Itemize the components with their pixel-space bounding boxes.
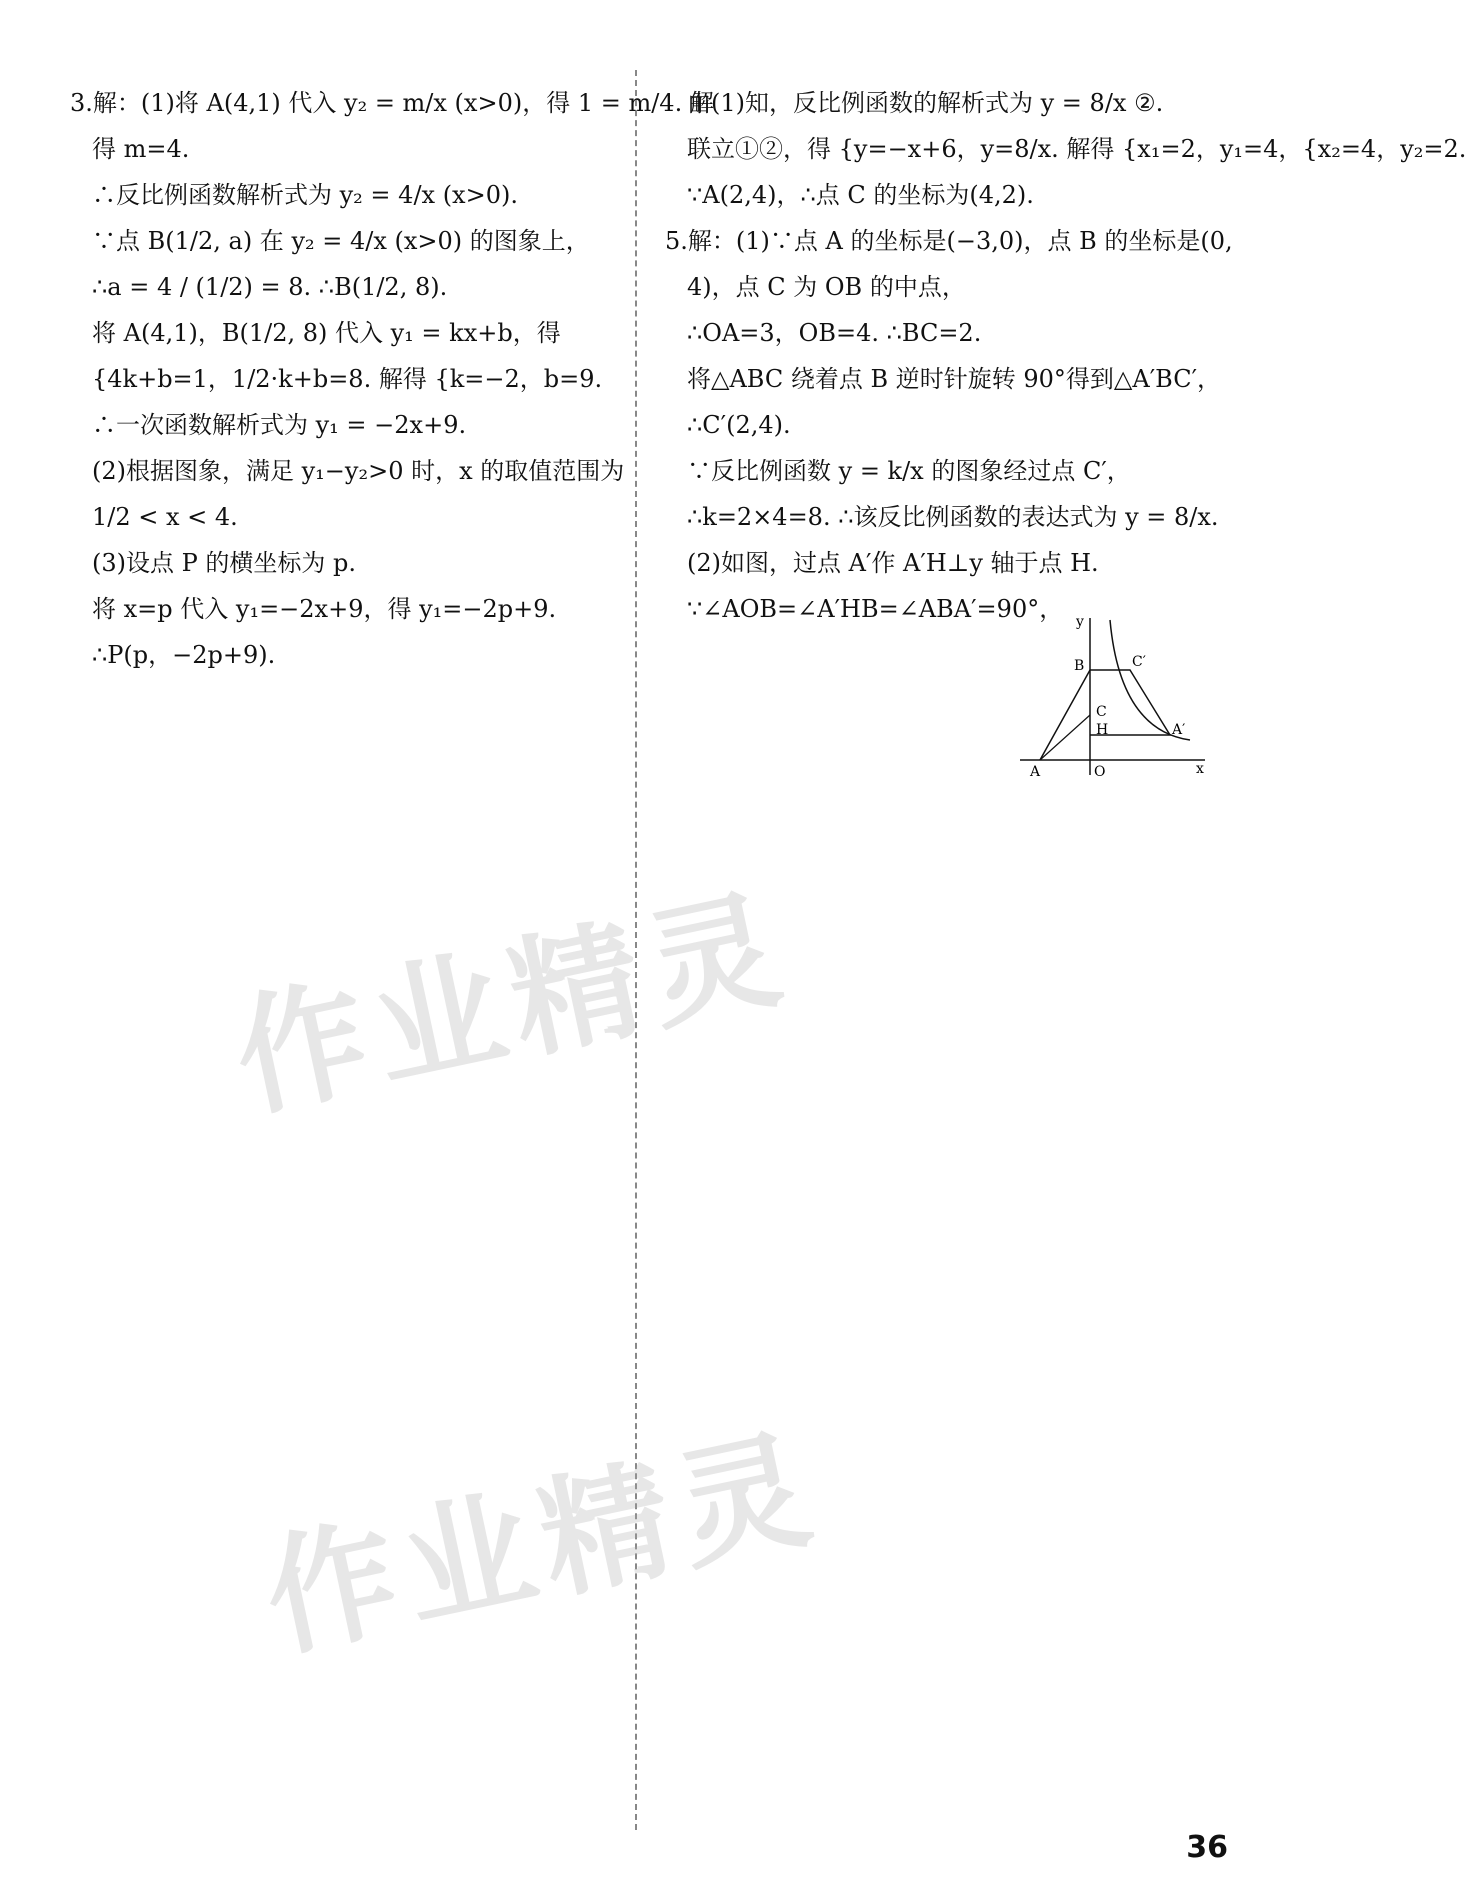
solution-line: ∵反比例函数 y = k/x 的图象经过点 C′， (687, 457, 1131, 485)
solution-line: ∵A(2,4)，∴点 C 的坐标为(4,2). (687, 181, 1034, 209)
label-a-prime: A′ (1172, 722, 1186, 738)
rotation-diagram (1010, 610, 1210, 780)
solution-line: ∴P(p，−2p+9). (92, 641, 276, 669)
solution-line: 5.解：(1)∵点 A 的坐标是(−3,0)，点 B 的坐标是(0, (665, 227, 1233, 255)
label-o: O (1094, 764, 1106, 780)
solution-line: 将 A(4,1)，B(1/2, 8) 代入 y₁ = kx+b，得 (92, 319, 561, 347)
label-h: H (1096, 722, 1109, 738)
solution-line: 1/2 < x < 4. (92, 503, 238, 531)
equation-system: {4k+b=1，1/2·k+b=8. 解得 {k=−2，b=9. (92, 365, 603, 393)
label-x: x (1196, 761, 1204, 777)
equation-system: 联立①②，得 {y=−x+6，y=8/x. 解得 {x₁=2，y₁=4，{x₂=4，y₂=2. (687, 135, 1466, 163)
left-column (70, 80, 714, 678)
label-c: C (1096, 704, 1107, 720)
solution-line: 将△ABC 绕着点 B 逆时针旋转 90°得到△A′BC′， (687, 365, 1222, 393)
solution-line: ∴C′(2,4). (687, 411, 791, 439)
label-b: B (1074, 658, 1085, 674)
segment-ac (1040, 715, 1090, 760)
label-c-prime: C′ (1132, 654, 1146, 670)
solution-line: ∴反比例函数解析式为 y₂ = 4/x (x>0). (92, 181, 518, 209)
solution-line: ∴OA=3，OB=4. ∴BC=2. (687, 319, 982, 347)
solution-line: (2)根据图象，满足 y₁−y₂>0 时，x 的取值范围为 (92, 457, 625, 485)
solution-line: ∵点 B(1/2, a) 在 y₂ = 4/x (x>0) 的图象上， (92, 227, 590, 255)
solution-line: 由(1)知，反比例函数的解析式为 y = 8/x ②. (687, 89, 1164, 117)
solution-line: ∵∠AOB=∠A′HB=∠ABA′=90°， (687, 595, 1064, 623)
right-column (665, 80, 1466, 632)
solution-line: 3.解：(1)将 A(4,1) 代入 y₂ = m/x (x>0)，得 1 = m/4. 解 (70, 89, 714, 117)
label-y: y (1076, 614, 1084, 630)
watermark: 作业精灵 (222, 871, 802, 1137)
page-number: 36 (1186, 1830, 1228, 1865)
watermark: 作业精灵 (252, 1411, 832, 1677)
solution-line: 得 m=4. (92, 135, 190, 163)
solution-line: (3)设点 P 的横坐标为 p. (92, 549, 357, 577)
solution-line: ∴a = 4 / (1/2) = 8. ∴B(1/2, 8). (92, 273, 448, 301)
solution-line: 将 x=p 代入 y₁=−2x+9，得 y₁=−2p+9. (92, 595, 557, 623)
solution-line: ∴k=2×4=8. ∴该反比例函数的表达式为 y = 8/x. (687, 503, 1219, 531)
solution-line: (2)如图，过点 A′作 A′H⊥y 轴于点 H. (687, 549, 1099, 577)
label-a: A (1030, 764, 1041, 780)
solution-line: 4)，点 C 为 OB 的中点， (687, 273, 966, 301)
solution-line: ∴一次函数解析式为 y₁ = −2x+9. (92, 411, 467, 439)
